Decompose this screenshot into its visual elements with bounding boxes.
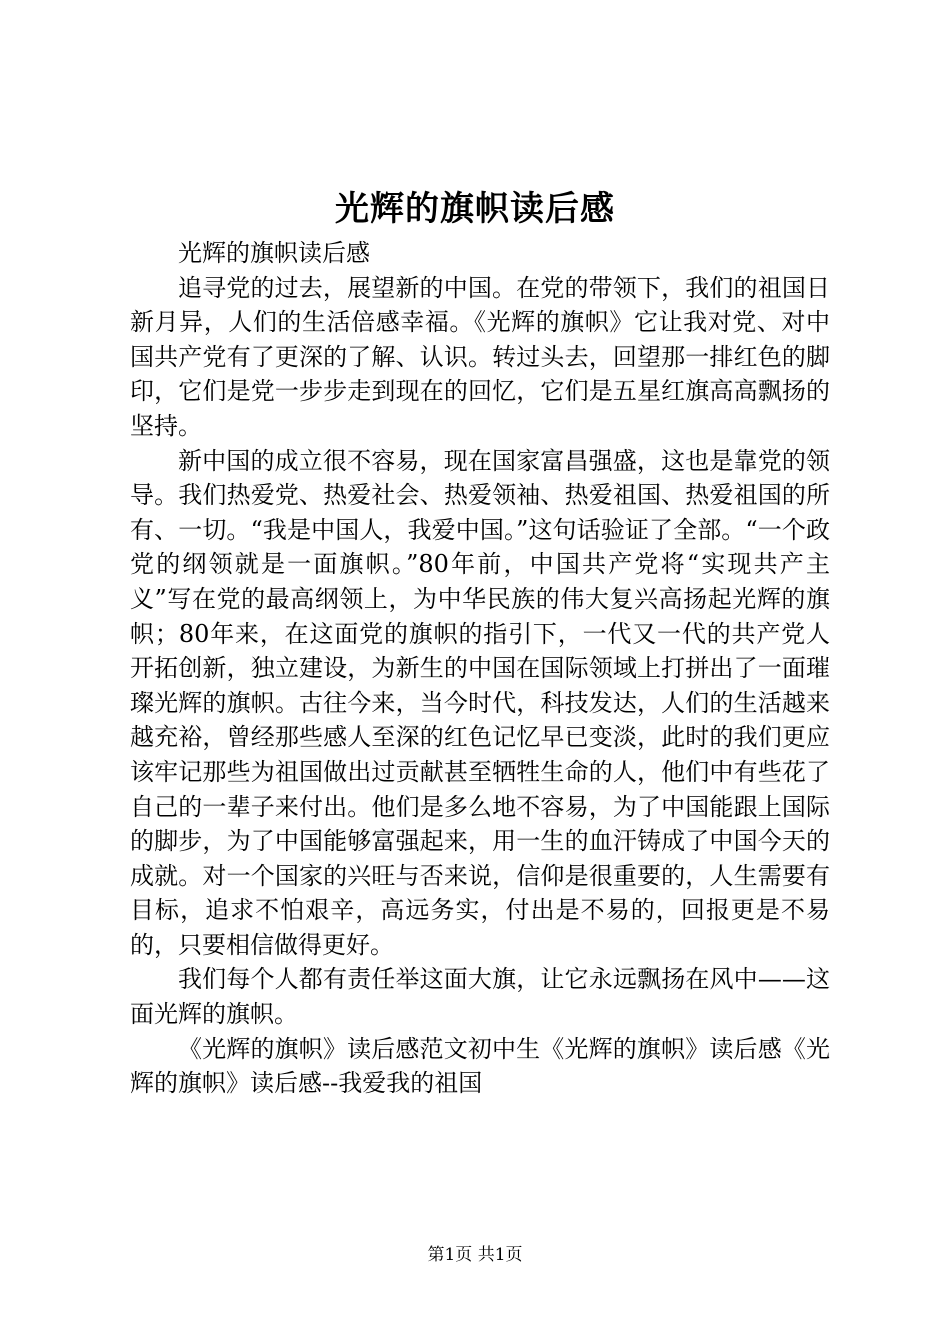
page-footer: 第1页 共1页 [427, 1245, 523, 1265]
body-paragraph: 新中国的成立很不容易，现在国家富昌强盛，这也是靠党的领导。我们热爱党、热爱社会、热爱领袖、热爱祖国、热爱祖国的所有、一切。“我是中国人，我爱中国。”这句话验证了全部。“一个政党的纲领就是一面旗帜。”80年前，中国共产党将“实现共产主义”写在党的最高纲领上，为中华民族的伟大复兴高扬起光辉的旗帜；80年来，在这面党的旗帜的指引下，一代又一代的共产党人开拓创新，独立建设，为新生的中国在国际领域上打拼出了一面璀璨光辉的旗帜。古往今来，当今时代，科技发达，人们的生活越来越充裕，曾经那些感人至深的红色记忆早已变淡，此时的我们更应该牢记那些为祖国做出过贡献甚至牺牲生命的人，他们中有些花了自己的一辈子来付出。他们是多么地不容易，为了中国能跟上国际的脚步，为了中国能够富强起来，用一生的血汗铸成了中国今天的成就。对一个国家的兴旺与否来说，信仰是很重要的，人生需要有目标，追求不怕艰辛，高远务实，付出是不易的，回报更是不易的，只要相信做得更好。 [130, 446, 830, 959]
document-title: 光辉的旗帜读后感 [335, 189, 615, 229]
body-paragraph: 《光辉的旗帜》读后感范文初中生《光辉的旗帜》读后感《光辉的旗帜》读后感--我爱我的祖国 [130, 1034, 830, 1098]
body-paragraph: 追寻党的过去，展望新的中国。在党的带领下，我们的祖国日新月异，人们的生活倍感幸福。《光辉的旗帜》它让我对党、对中国共产党有了更深的了解、认识。转过头去，回望那一排红色的脚印，它们是党一步步走到现在的回忆，它们是五星红旗高高飘扬的坚持。 [130, 273, 830, 440]
body-paragraph: 我们每个人都有责任举这面大旗，让它永远飘扬在风中——这面光辉的旗帜。 [130, 965, 830, 1029]
body-paragraph: 光辉的旗帜读后感 [178, 239, 370, 267]
document-body [130, 236, 830, 1101]
